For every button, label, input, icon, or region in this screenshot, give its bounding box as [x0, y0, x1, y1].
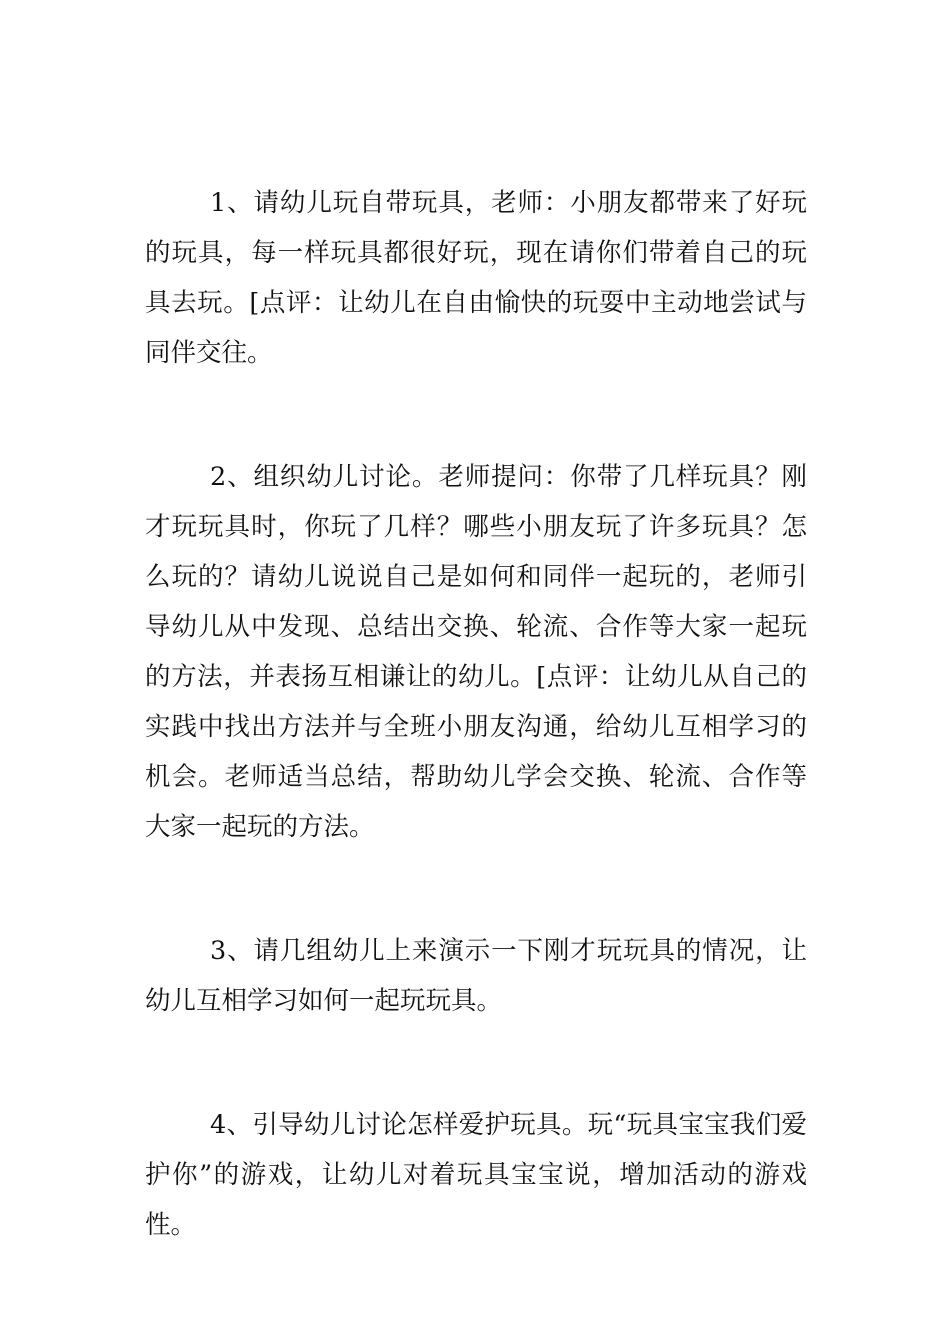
paragraph-4: 4、引导幼儿讨论怎样爱护玩具。玩“玩具宝宝我们爱护你”的游戏，让幼儿对着玩具宝宝说，增加活动的游戏性。 [145, 1110, 807, 1240]
paragraph-3: 3、请几组幼儿上来演示一下刚才玩玩具的情况，让幼儿互相学习如何一起玩玩具。 [145, 936, 807, 1016]
paragraph-gap [145, 378, 807, 452]
paragraph-2: 2、组织幼儿讨论。老师提问：你带了几样玩具？刚才玩玩具时，你玩了几样？哪些小朋友玩了许多玩具？怎么玩的？请幼儿说说自己是如何和同伴一起玩的，老师引导幼儿从中发现、总结出交换、轮流、合作等大家一起玩的方法，并表扬互相谦让的幼儿。[点评：让幼儿从自己的实践中找出方法并与全班小朋友沟通，给幼儿互相学习的机会。老师适当总结，帮助幼儿学会交换、轮流、合作等大家一起玩的方法。 [145, 462, 807, 842]
paragraph-1: 1、请幼儿玩自带玩具，老师：小朋友都带来了好玩的玩具，每一样玩具都很好玩，现在请你们带着自己的玩具去玩。[点评：让幼儿在自由愉快的玩耍中主动地尝试与同伴交往。 [145, 188, 807, 368]
document-body [145, 178, 807, 1250]
paragraph-gap [145, 852, 807, 926]
paragraph-gap [145, 1026, 807, 1100]
